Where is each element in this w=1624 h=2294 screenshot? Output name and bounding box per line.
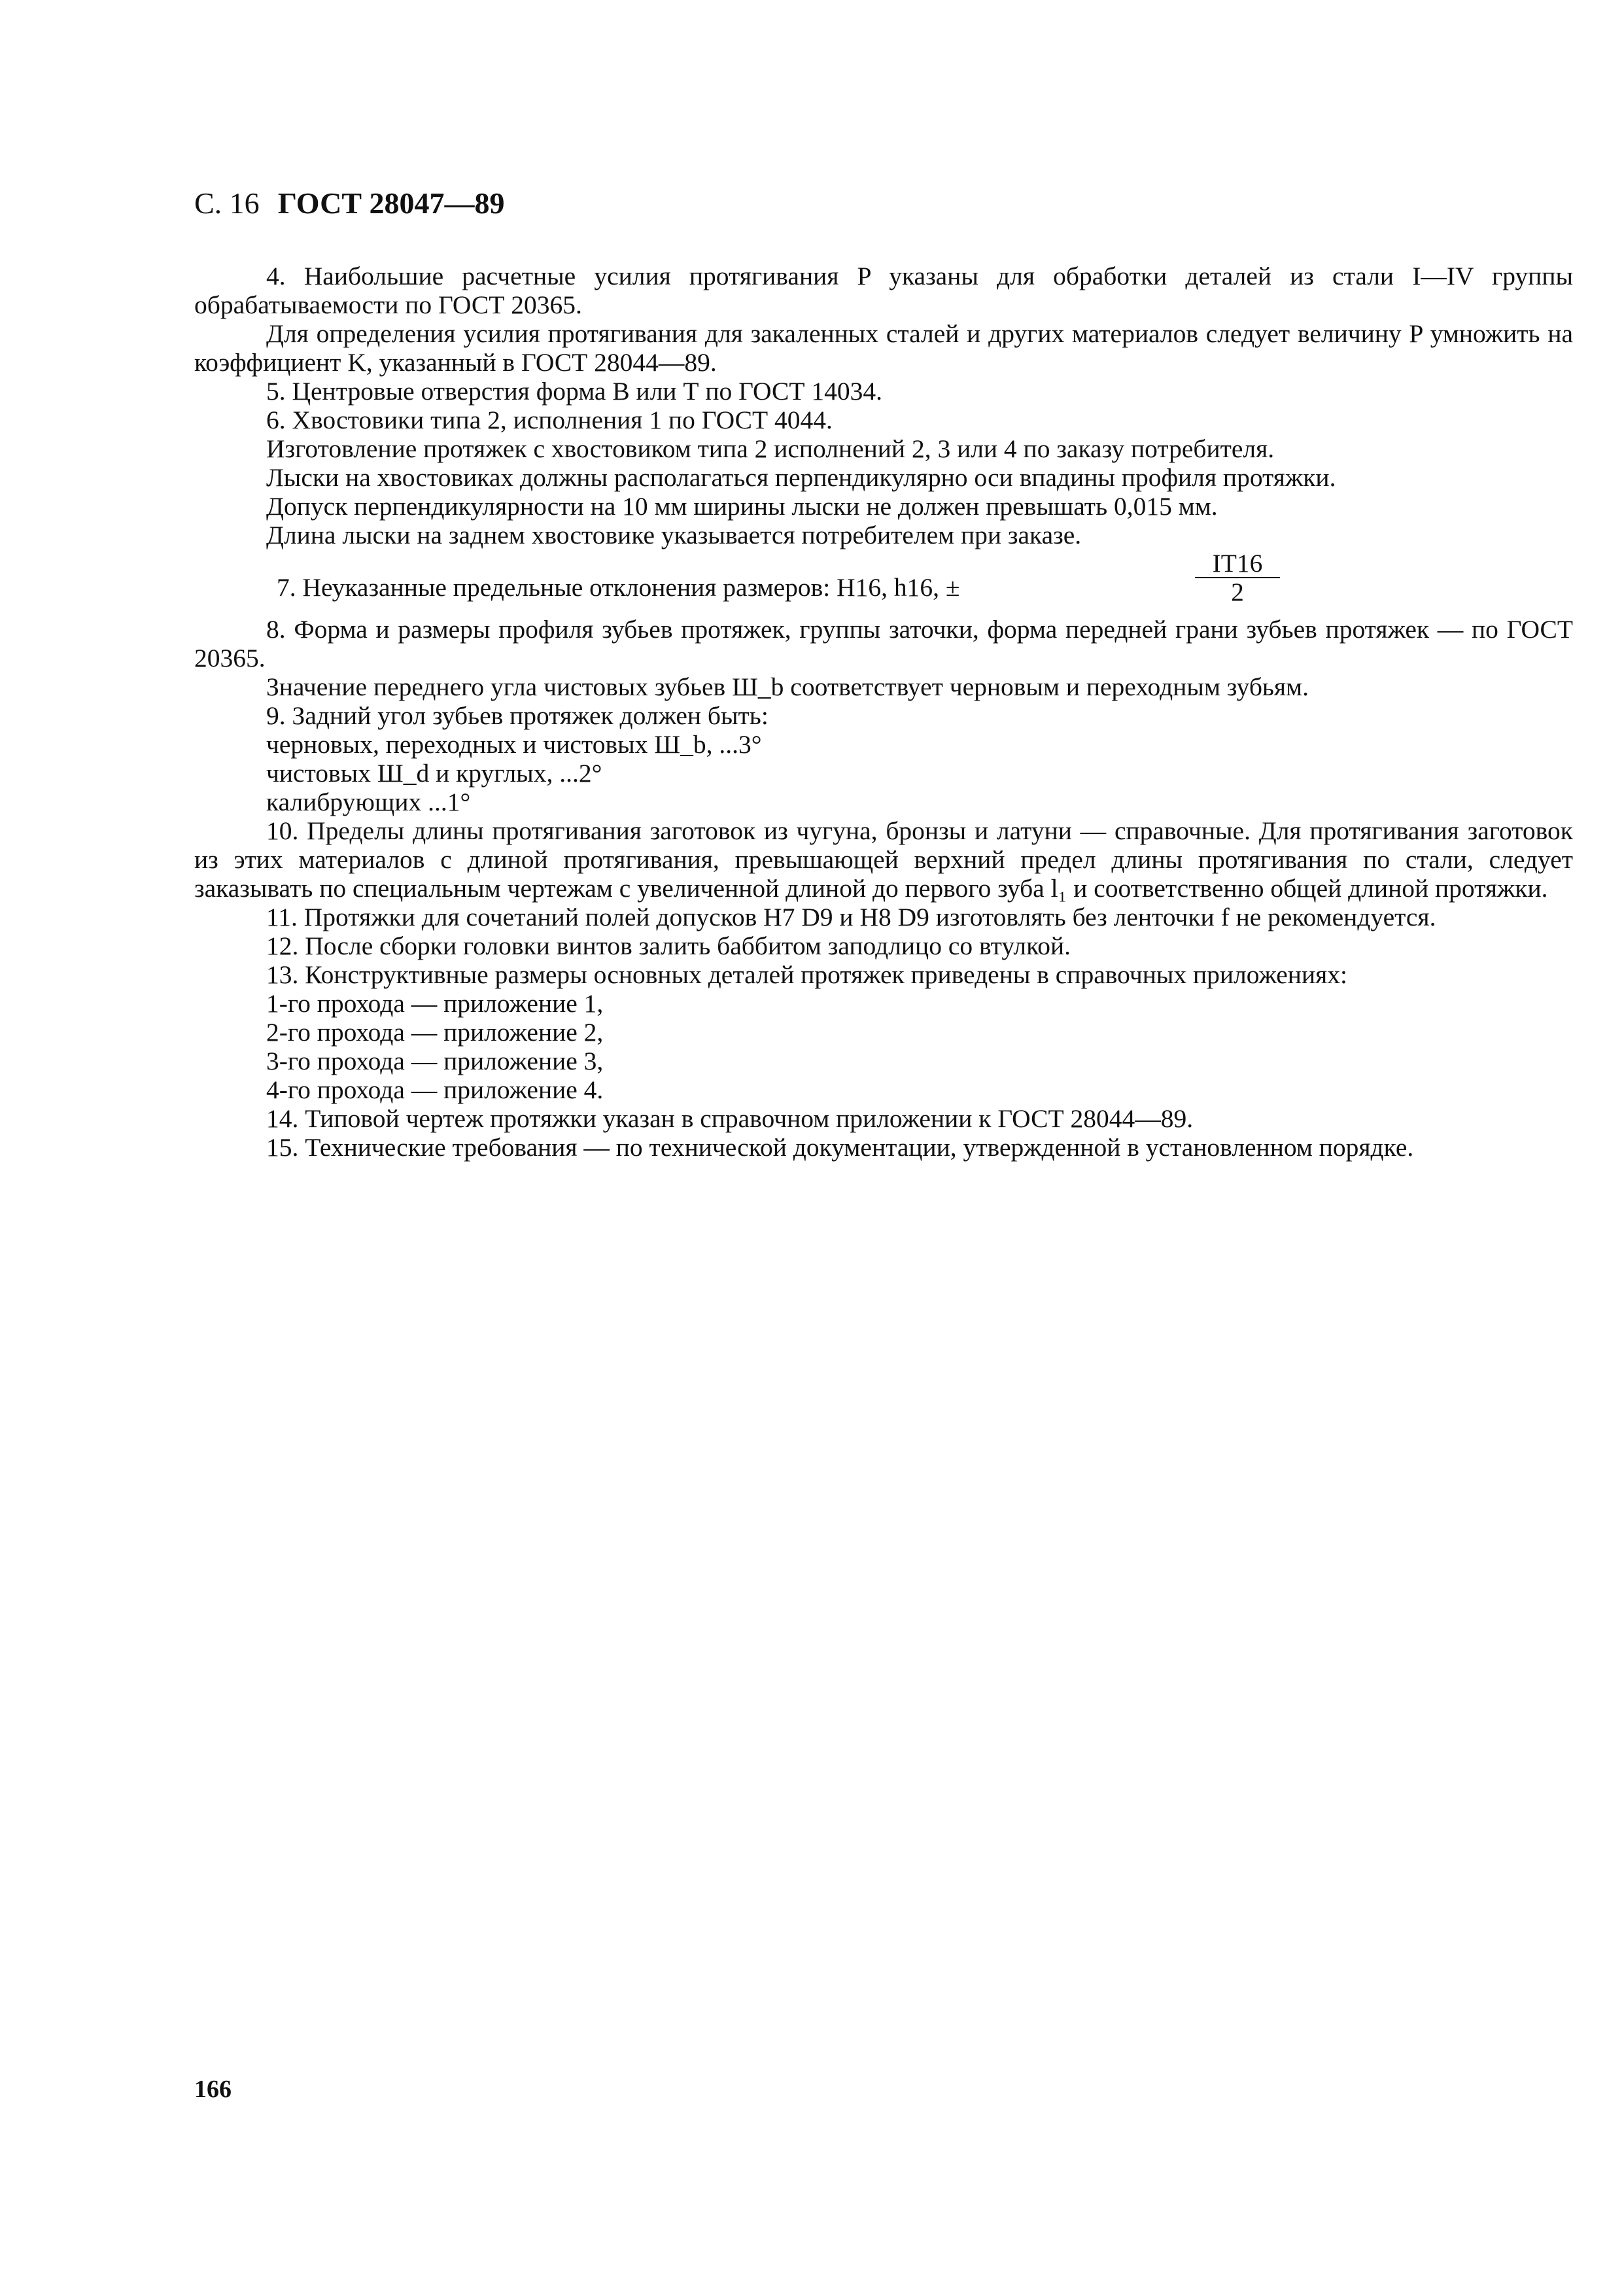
section-items-4-6 [194, 262, 1573, 549]
standard-title: ГОСТ 28047—89 [277, 186, 505, 220]
paragraph-13-item-3: 3-го прохода — приложение 3, [266, 1047, 604, 1075]
paragraph-8: 8. Форма и размеры профиля зубьев протяжек, группы заточки, форма передней грани зубьев протяжек — по ГОСТ 20365. [194, 615, 1573, 672]
paragraph-6: 6. Хвостовики типа 2, исполнения 1 по ГОСТ 4044. [266, 406, 833, 434]
paragraph-7 [194, 549, 1573, 615]
page-label: С. 16 [194, 186, 260, 220]
paragraph-4: 4. Наибольшие расчетные усилия протягивания P указаны для обработки деталей из стали I—IV группы обрабатываемости по ГОСТ 20365. [194, 262, 1573, 319]
paragraph-13-item-4: 4-го прохода — приложение 4. [266, 1075, 604, 1104]
fraction-denominator: 2 [1231, 578, 1244, 606]
paragraph-13-item-2: 2-го прохода — приложение 2, [266, 1018, 604, 1047]
tolerance-fraction [1195, 549, 1280, 606]
page-number: 166 [194, 2076, 232, 2103]
paragraph-14: 14. Типовой чертеж протяжки указан в справочном приложении к ГОСТ 28044—89. [266, 1104, 1194, 1133]
paragraph-9-item-3: калибрующих ...1° [266, 788, 471, 816]
paragraph-13-item-1: 1-го прохода — приложение 1, [266, 989, 604, 1018]
section-items-8-15 [194, 615, 1573, 1162]
paragraph-9: 9. Задний угол зубьев протяжек должен быть: [266, 701, 769, 730]
paragraph-7-text: 7. Неуказанные предельные отклонения размеров: H16, h16, ± [277, 573, 960, 602]
paragraph-9-item-2: чистовых Ш_d и круглых, ...2° [266, 759, 602, 788]
paragraph-4-note: Для определения усилия протягивания для закаленных сталей и других материалов следует величину P умножить на коэффициент K, указанный в ГОСТ 28044—89. [194, 319, 1573, 377]
paragraph-6-note-3: Допуск перпендикулярности на 10 мм ширины лыски не должен превышать 0,015 мм. [266, 492, 1218, 521]
paragraph-5: 5. Центровые отверстия форма В или Т по ГОСТ 14034. [266, 377, 883, 406]
fraction-numerator: IT16 [1195, 549, 1280, 578]
paragraph-15: 15. Технические требования — по технической документации, утвержденной в установленном порядке. [266, 1133, 1414, 1162]
paragraph-6-note-2: Лыски на хвостовиках должны располагаться перпендикулярно оси впадины профиля протяжки. [266, 463, 1336, 492]
paragraph-10: 10. Пределы длины протягивания заготовок из чугуна, бронзы и латуни — справочные. Для протягивания заготовок из этих материалов с длиной протягивания, превышающей верхний предел длины протягивания по стали, следует заказывать по специальным чертежам с увеличенной длиной до первого зуба l₁ и соответственно общей длиной протяжки. [194, 816, 1573, 903]
paragraph-6-note-1: Изготовление протяжек с хвостовиком типа 2 исполнений 2, 3 или 4 по заказу потребителя. [266, 434, 1275, 463]
paragraph-11: 11. Протяжки для сочетаний полей допусков H7 D9 и H8 D9 изготовлять без ленточки f не рекомендуется. [266, 903, 1436, 931]
paragraph-13: 13. Конструктивные размеры основных деталей протяжек приведены в справочных приложениях: [266, 960, 1347, 989]
paragraph-9-item-1: черновых, переходных и чистовых Ш_b, ...3° [266, 730, 762, 759]
document-body [194, 262, 1573, 1162]
paragraph-8-note: Значение переднего угла чистовых зубьев Ш_b соответствует черновым и переходным зубьям. [266, 672, 1309, 701]
paragraph-12: 12. После сборки головки винтов залить баббитом заподлицо со втулкой. [266, 931, 1071, 960]
page-header [194, 185, 505, 222]
paragraph-6-note-4: Длина лыски на заднем хвостовике указывается потребителем при заказе. [266, 521, 1082, 549]
